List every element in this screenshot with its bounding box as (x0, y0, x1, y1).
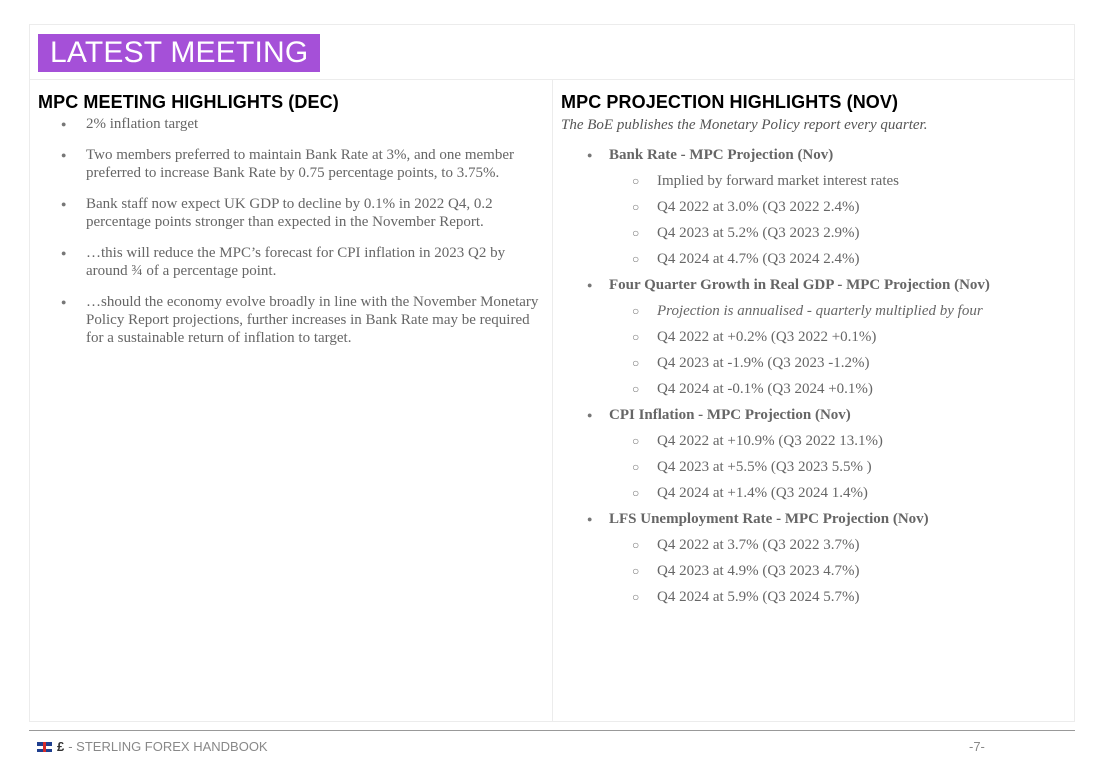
list-item: ● …this will reduce the MPC’s forecast for CPI inflation in 2023 Q2 by around ¾ of a percentage point. (38, 244, 543, 280)
projection-intro: The BoE publishes the Monetary Policy report every quarter. (561, 117, 928, 133)
uk-flag-icon (37, 742, 52, 752)
sub-list (609, 432, 1066, 502)
sub-item: ○ Q4 2023 at 5.2% (Q3 2023 2.9%) (609, 224, 1066, 242)
projection-highlights-column (561, 91, 1066, 614)
page-title: LATEST MEETING (38, 34, 320, 72)
sub-item: ○ Q4 2023 at 4.9% (Q3 2023 4.7%) (609, 562, 1066, 580)
projection-group-bank-rate (561, 146, 1066, 268)
column-divider (552, 80, 553, 721)
title-row (30, 25, 1074, 80)
sub-item: ○ Q4 2022 at 3.7% (Q3 2022 3.7%) (609, 536, 1066, 554)
page-number: -7- (969, 739, 985, 754)
projection-group-gdp (561, 276, 1066, 398)
meeting-highlights-heading: MPC MEETING HIGHLIGHTS (DEC) (38, 92, 339, 112)
projection-highlights-heading: MPC PROJECTION HIGHLIGHTS (NOV) (561, 92, 899, 112)
footer-divider (29, 730, 1075, 731)
sub-item: ○ Q4 2022 at 3.0% (Q3 2022 2.4%) (609, 198, 1066, 216)
footer-label: - STERLING FOREX HANDBOOK (68, 739, 268, 754)
sub-item: ○ Q4 2023 at -1.9% (Q3 2023 -1.2%) (609, 354, 1066, 372)
footer-title (37, 739, 268, 755)
sub-list (609, 172, 1066, 268)
list-item: ● Bank staff now expect UK GDP to decline by 0.1% in 2022 Q4, 0.2 percentage points stronger than expected in the November Report. (38, 195, 543, 231)
list-item: ● 2% inflation target (38, 115, 543, 133)
content-frame (29, 24, 1075, 722)
sub-list (609, 302, 1066, 398)
currency-symbol: £ (57, 739, 65, 754)
projection-group-unemployment (561, 510, 1066, 606)
group-label: ● LFS Unemployment Rate - MPC Projection (Nov) (609, 511, 929, 527)
sub-item: ○ Q4 2022 at +0.2% (Q3 2022 +0.1%) (609, 328, 1066, 346)
projection-group-cpi (561, 406, 1066, 502)
projection-groups-list (561, 146, 1066, 606)
sub-item: ○ Projection is annualised - quarterly multiplied by four (609, 302, 1066, 320)
group-label: ● Four Quarter Growth in Real GDP - MPC Projection (Nov) (609, 277, 990, 293)
meeting-highlights-list (38, 115, 543, 347)
list-item: ● Two members preferred to maintain Bank Rate at 3%, and one member preferred to increase Bank Rate by 0.75 percentage points, to 3.75%. (38, 146, 543, 182)
sub-item: ○ Q4 2024 at 4.7% (Q3 2024 2.4%) (609, 250, 1066, 268)
sub-list (609, 536, 1066, 606)
sub-item: ○ Q4 2023 at +5.5% (Q3 2023 5.5% ) (609, 458, 1066, 476)
sub-item: ○ Q4 2024 at +1.4% (Q3 2024 1.4%) (609, 484, 1066, 502)
meeting-highlights-column (38, 91, 543, 360)
sub-item: ○ Q4 2024 at -0.1% (Q3 2024 +0.1%) (609, 380, 1066, 398)
sub-item: ○ Q4 2022 at +10.9% (Q3 2022 13.1%) (609, 432, 1066, 450)
list-item: ● …should the economy evolve broadly in line with the November Monetary Policy Report projections, further increases in Bank Rate may be required for a sustainable return of inflation to target. (38, 293, 543, 347)
sub-item: ○ Q4 2024 at 5.9% (Q3 2024 5.7%) (609, 588, 1066, 606)
group-label: ● CPI Inflation - MPC Projection (Nov) (609, 407, 851, 423)
group-label: ● Bank Rate - MPC Projection (Nov) (609, 147, 834, 163)
sub-item: ○ Implied by forward market interest rates (609, 172, 1066, 190)
